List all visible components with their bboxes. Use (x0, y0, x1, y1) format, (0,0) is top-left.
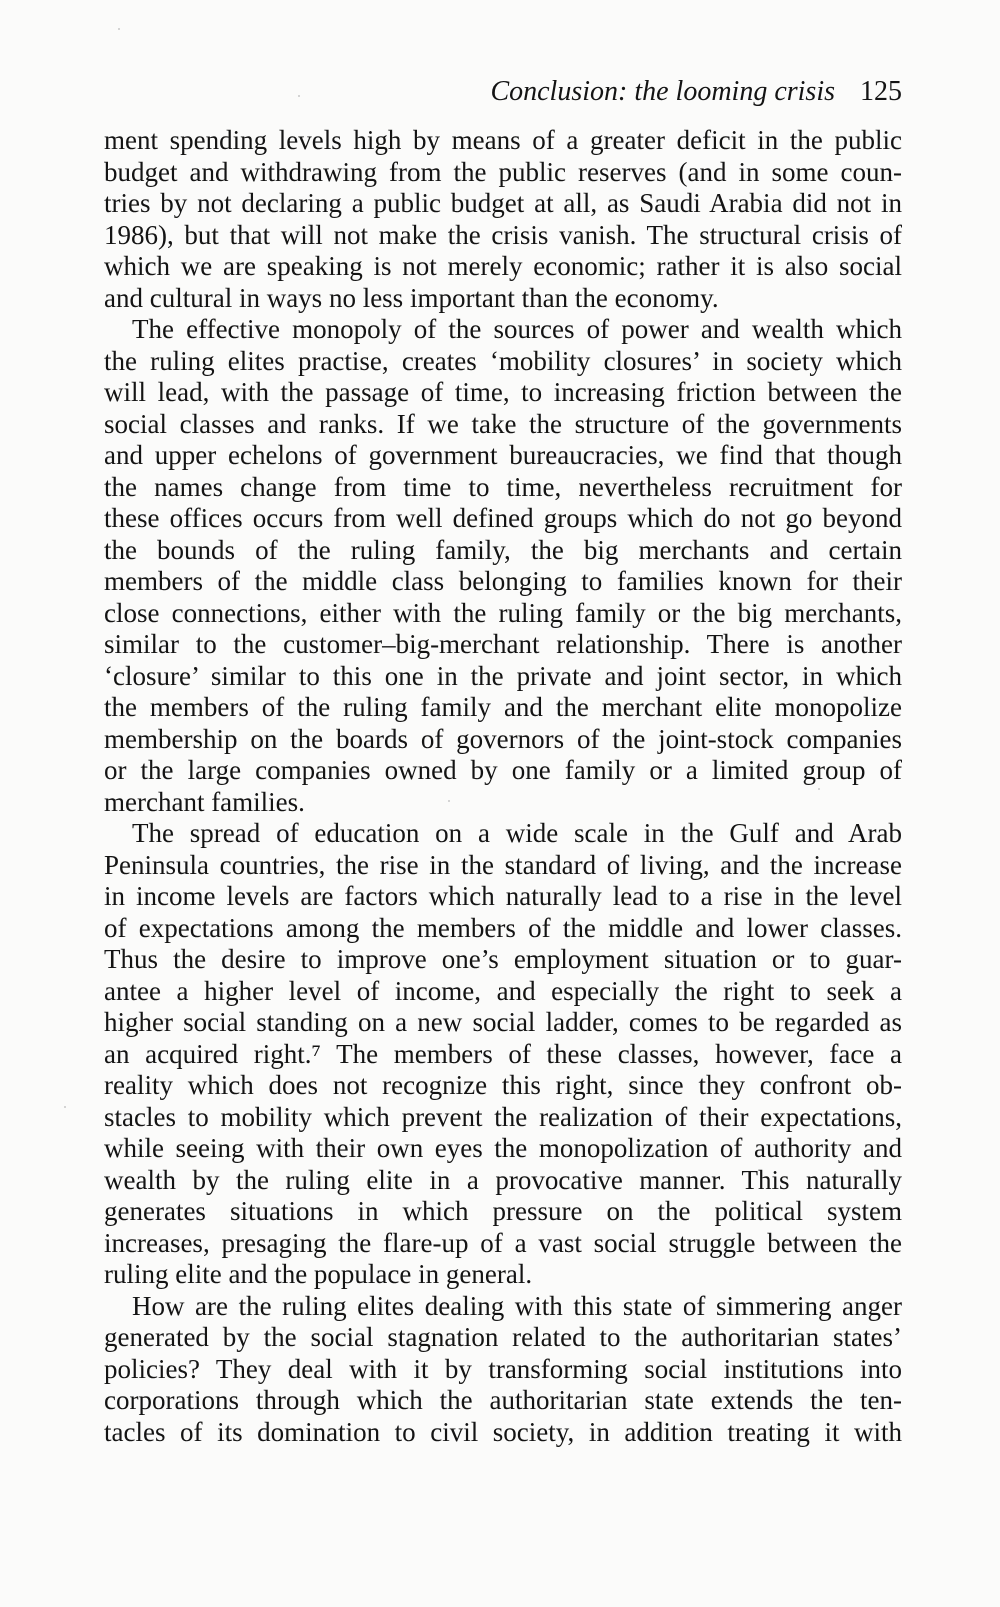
text-line: budget and withdrawing from the public reserves (and in some coun- (104, 156, 902, 187)
text-line: How are the ruling elites dealing with this state of simmering anger (132, 1290, 902, 1321)
text-line: Thus the desire to improve one’s employment situation or to guar- (104, 944, 902, 974)
text-line: ment spending levels high by means of a greater deficit in the public (104, 125, 902, 155)
text-line: Peninsula countries, the rise in the standard of living, and the increase (104, 849, 902, 880)
running-head (104, 72, 902, 112)
text-line: will lead, with the passage of time, to increasing friction between the (104, 377, 902, 407)
text-line: membership on the boards of governors of the joint-stock companies (104, 723, 902, 754)
text-line: increases, presaging the flare-up of a vast social struggle between the (104, 1227, 902, 1258)
text-line: ruling elite and the populace in general. (104, 1259, 533, 1289)
text-line: which we are speaking is not merely economic; rather it is also social (104, 251, 902, 281)
text-line: tries by not declaring a public budget at all, as Saudi Arabia did not in (104, 188, 902, 218)
text-line: corporations through which the authoritarian state extends the ten- (104, 1385, 902, 1415)
text-line: higher social standing on a new social ladder, comes to be regarded as (104, 1007, 902, 1037)
text-line: close connections, either with the ruling family or the big merchants, (104, 597, 902, 628)
text-line: generates situations in which pressure on the political system (104, 1196, 902, 1226)
text-line: policies? They deal with it by transforming social institutions into (104, 1353, 902, 1384)
paper-speck (118, 28, 120, 30)
text-line: and upper echelons of government bureaucracies, we find that though (104, 440, 902, 470)
text-line: reality which does not recognize this right, since they confront ob- (104, 1070, 902, 1100)
body-text (104, 125, 902, 1448)
text-line: merchant families. (104, 786, 305, 817)
text-line: wealth by the ruling elite in a provocative manner. This naturally (104, 1164, 902, 1195)
running-head-title: Conclusion: the looming crisis (490, 76, 835, 107)
text-line: ‘closure’ similar to this one in the private and joint sector, in which (104, 660, 902, 691)
text-line: stacles to mobility which prevent the realization of their expectations, (104, 1101, 902, 1132)
text-line: similar to the customer–big-merchant relationship. There is another (104, 629, 902, 659)
text-line: 1986), but that will not make the crisis vanish. The structural crisis of (104, 219, 902, 250)
text-line: The spread of education on a wide scale in the Gulf and Arab (132, 818, 902, 848)
page-number: 125 (860, 76, 902, 107)
text-line: or the large companies owned by one family or a limited group of (104, 755, 902, 785)
text-line: The effective monopoly of the sources of power and wealth which (132, 314, 902, 344)
text-line: generated by the social stagnation related to the authoritarian states’ (104, 1322, 902, 1352)
text-line: an acquired right.⁷ The members of these classes, however, face a (104, 1038, 902, 1069)
text-line: while seeing with their own eyes the monopolization of authority and (104, 1133, 902, 1163)
text-line: and cultural in ways no less important than the economy. (104, 282, 719, 313)
text-line: these offices occurs from well defined groups which do not go beyond (104, 503, 902, 533)
text-line: the ruling elites practise, creates ‘mobility closures’ in society which (104, 345, 902, 376)
text-line: in income levels are factors which naturally lead to a rise in the level (104, 881, 902, 911)
text-line: social classes and ranks. If we take the structure of the governments (104, 408, 902, 439)
text-line: of expectations among the members of the middle and lower classes. (104, 912, 902, 943)
text-line: members of the middle class belonging to families known for their (104, 566, 902, 596)
text-line: antee a higher level of income, and especially the right to seek a (104, 975, 902, 1006)
text-line: the members of the ruling family and the merchant elite monopolize (104, 692, 902, 722)
paper-speck (64, 1106, 66, 1108)
text-line: the names change from time to time, nevertheless recruitment for (104, 471, 902, 502)
text-line: tacles of its domination to civil society, in addition treating it with (104, 1416, 902, 1447)
text-line: the bounds of the ruling family, the big merchants and certain (104, 534, 902, 565)
